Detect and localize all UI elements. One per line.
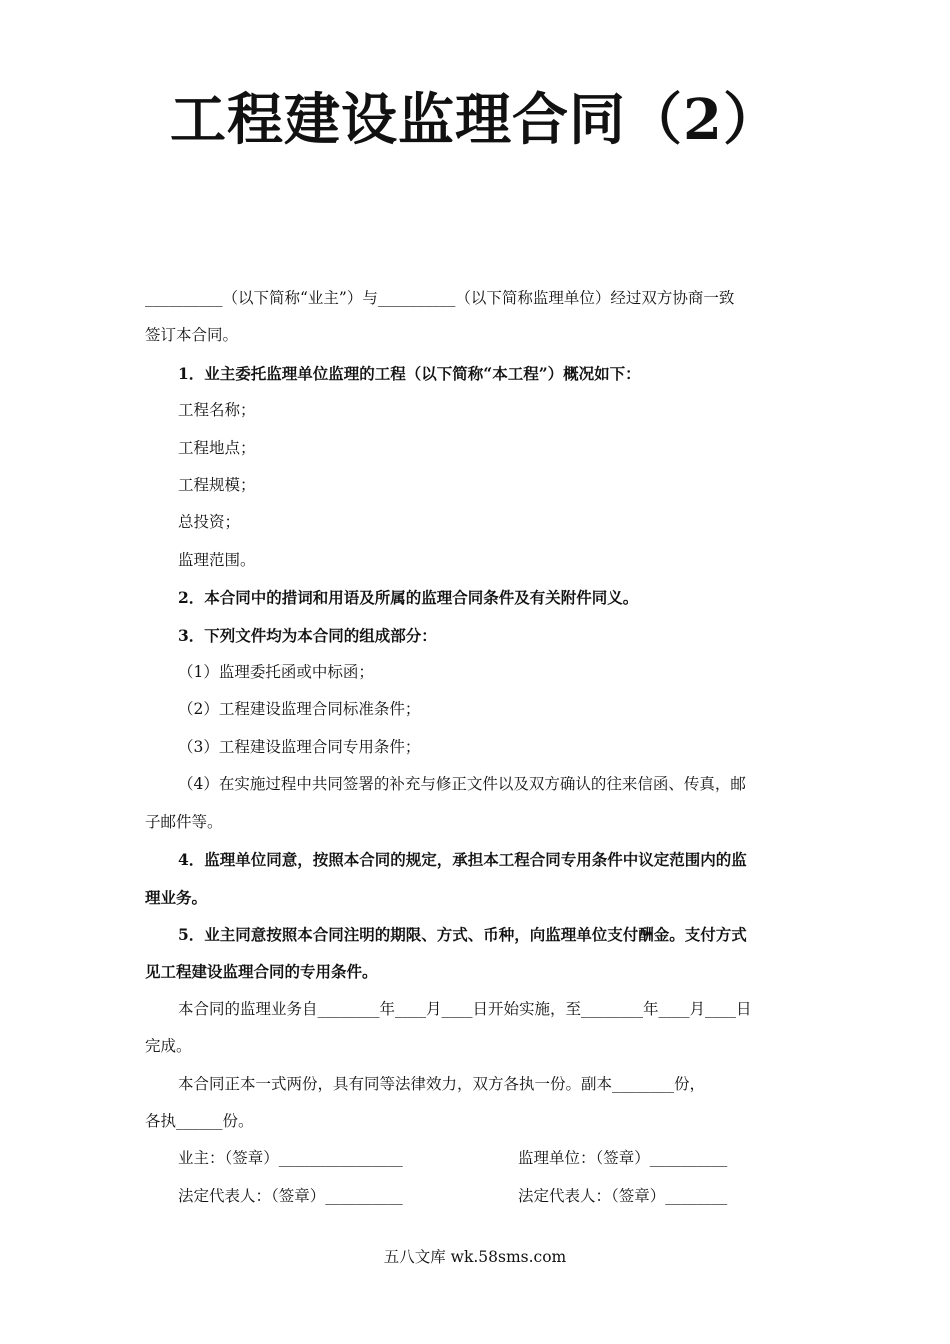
supervisor-signature: 监理单位：（签章）__________ <box>518 1149 728 1168</box>
clause-1: 1．业主委托监理单位监理的工程（以下简称“本工程”）概况如下： <box>178 363 641 383</box>
document-item: （2）工程建设监理合同标准条件； <box>178 700 421 719</box>
document-item: （1）监理委托函或中标函； <box>178 663 374 682</box>
document-item: （4）在实施过程中共同签署的补充与修正文件以及双方确认的往来信函、传真，邮 <box>178 775 746 794</box>
clause-3: 3．下列文件均为本合同的组成部分： <box>178 625 437 645</box>
document-item-continuation: 子邮件等。 <box>145 812 223 831</box>
total-investment: 总投资； <box>178 513 241 532</box>
document-item: （3）工程建设监理合同专用条件； <box>178 737 421 756</box>
intro-line: __________（以下简称“业主”）与__________（以下简称监理单位）经过双方协商一致 <box>145 289 735 307</box>
intro-line: 签订本合同。 <box>145 326 239 345</box>
clause-5: 5．业主同意按照本合同注明的期限、方式、币种，向监理单位支付酬金。支付方式 <box>178 924 747 944</box>
page-footer: 五八文库 wk.58sms.com <box>383 1248 567 1266</box>
term-clause: 本合同的监理业务自________年____月____日开始实施，至________年____月____日 <box>178 999 752 1018</box>
copies-clause: 本合同正本一式两份，具有同等法律效力，双方各执一份。副本________份， <box>178 1074 706 1093</box>
clause-4: 4．监理单位同意，按照本合同的规定，承担本工程合同专用条件中议定范围内的监 <box>178 850 747 870</box>
supervision-scope: 监理范围。 <box>178 550 256 569</box>
owner-representative-signature: 法定代表人：（签章）__________ <box>178 1186 403 1205</box>
clause-2: 2．本合同中的措词和用语及所属的监理合同条件及有关附件同义。 <box>178 588 639 608</box>
signature-row <box>145 1178 807 1215</box>
clause-4-continuation: 理业务。 <box>145 887 208 907</box>
supervisor-representative-signature: 法定代表人：（签章）________ <box>518 1186 728 1205</box>
project-location: 工程地点； <box>178 438 256 457</box>
document-title: 工程建设监理合同（2） <box>170 87 780 153</box>
clause-5-continuation: 见工程建设监理合同的专用条件。 <box>145 962 378 982</box>
signature-row <box>145 1140 807 1177</box>
contract-body <box>145 280 807 1215</box>
owner-signature: 业主：（签章）________________ <box>178 1149 403 1168</box>
project-name: 工程名称； <box>178 401 256 420</box>
copies-clause-continuation: 各执______份。 <box>145 1111 254 1130</box>
term-clause-continuation: 完成。 <box>145 1037 192 1056</box>
project-scale: 工程规模； <box>178 476 256 495</box>
